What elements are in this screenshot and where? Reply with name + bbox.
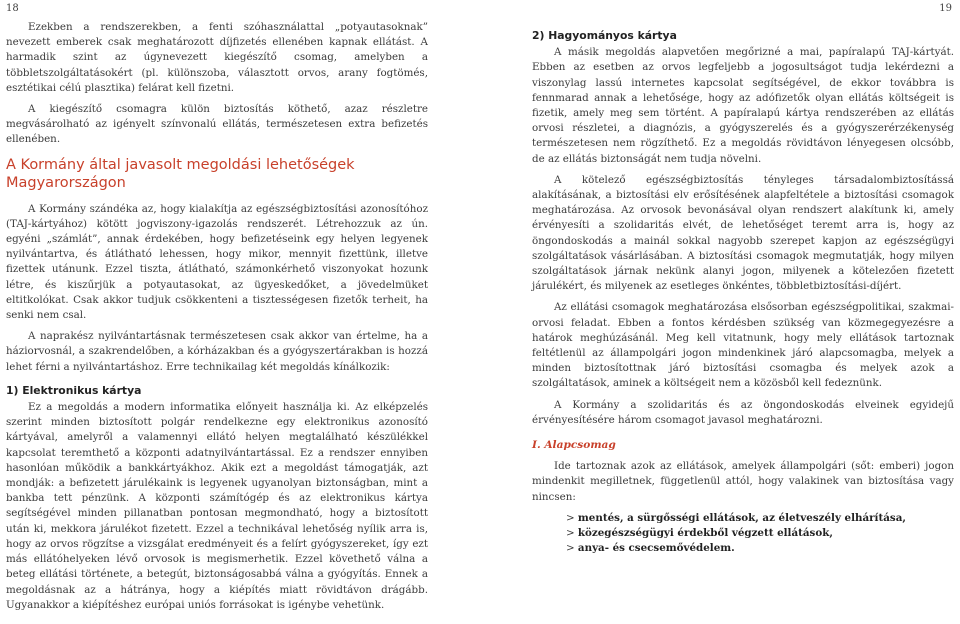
paragraph-three-packages: A Kormány a szolidaritás és az öngondoskodás elveinek egyidejű érvényesítésére három csomagot javasol meghatározni. [532, 398, 954, 426]
paragraph-traditional-card: A másik megoldás alapvetően megőrizné a mai, papíralapú TAJ-kártyát. Ebben az esetben az orvos legfeljebb a jogosultságot tudja lekérdezni a viszonylag lassú internetes kapcsolat segítségével, de ekkor továbbra is fennmarad annak a lehetősége, hogy az adófizetők olyan ellátás költségeit is fizetik, amely meg sem történt. A papíralapú kártya rendszerében az ellátás orvosi részletei, a diagnózis, a gyógyszerelés és a gyógyszerérzékenység természetesen nem rögzíthető. Ez a megoldás rövidtávon lényegesen olcsóbb, de az ellátás biztonságát nem tudja növelni. [532, 46, 954, 165]
page-number-right: 19 [939, 3, 952, 14]
paragraph-electronic-card: Ez a megoldás a modern informatika előnyeit használja ki. Az elképzelés szerint minden biztosított polgár rendelkezne egy elektronikus azonosító kártyával, amelyről a valamennyi ellátó helyen megtalálható készülékkel kapcsolat teremthető a központi adatnyilvántartással. Ez a rendszer ennyiben hasonlóan működik a bankkártyákhoz. Akik ezt a megoldást támogatják, azt mondják: a befizetett járulékaink is legyenek ugyanolyan biztonságban, mint a bankba tett pénzünk. A központi számítógép és az elektronikus kártya segítségével minden pillanatban pontosan megmondható, hogy a biztosított után ki, mekkora járulékot fizetett. Ezzel a technikával lehetőség nyílik arra is, hogy az orvos rögzítse a vizsgálat eredményeit és a felírt gyógyszereket, így ezt más ellátóhelyeken lévő orvosok is megismerhetik. Ezzel követhető válna a beteg ellátási története, a betegút, biztonságosabbá válna a gyógyítás. Ennek a megoldásnak az a hátránya, hogy a kiépítés miatt rövidtávon drágább. Ugyanakkor a kiépítéshez európai uniós forrásokat is igénybe vehetünk. [6, 401, 428, 611]
subheading-basic-package: I. Alapcsomag [532, 439, 616, 452]
basic-package-list [532, 511, 954, 557]
list-item: > közegészségügyi érdekből végzett ellátások, [566, 526, 954, 541]
subheading-traditional-card: 2) Hagyományos kártya [532, 29, 677, 42]
list-item: > anya- és csecsemővédelem. [566, 541, 954, 556]
section-title: A Kormány által javasolt megoldási lehetőségek Magyarországon [6, 156, 355, 191]
left-column [6, 20, 428, 619]
paragraph-registry: A naprakész nyilvántartásnak természetesen csak akkor van értelme, ha a háziorvosnál, a szakrendelőben, a kórházakban és a gyógyszertárakban is hozzá lehet férni a nyilvántartáshoz. Erre technikailag két megoldás kínálkozik: [6, 330, 428, 373]
right-column [532, 20, 954, 557]
paragraph-supplementary: A kiegészítő csomagra külön biztosítás köthető, azaz részletre megvásárolható az igényelt színvonalú ellátás, természetesen extra befizetés ellenében. [6, 103, 428, 146]
paragraph-intro: Ezekben a rendszerekben, a fenti szóhasználattal „potyautasoknak” nevezett emberek csak meghatározott díjfizetés ellenében kapnak ellátást. A harmadik szint az úgynevezett kiegészítő csomag, amelyben a többletszolgáltatásokért (pl. különszoba, választott orvos, arany fogtömés, esztétikai célú plasztika) felárat kell fizetni. [6, 21, 428, 94]
page-number-left: 18 [6, 3, 19, 14]
paragraph-insurance-packages: A kötelező egészségbiztosítás tényleges társadalombiztosítássá alakításának, a biztosítási elv erősítésének alapfeltétele a biztosítási csomagok meghatározása. Az orvosok bevonásával olyan rendszert alakítunk ki, amely érvényesíti a szolidaritás elvét, de lehetőséget teremt arra is, hogy az öngondoskodás a mainál sokkal nagyobb szerepet kapjon az egészségügyi szolgáltatások vásárlásában. A biztosítási csomagok megmutatják, hogy milyen szolgáltatások járnak nekünk alanyi jogon, milyenek a kötelezően fizetett járulékért, és milyenek az esetleges önkéntes, többletbiztosítási-díjért. [532, 173, 954, 293]
subheading-electronic-card: 1) Elektronikus kártya [6, 383, 142, 397]
list-item: > mentés, a sürgősségi ellátások, az életveszély elhárítása, [566, 511, 954, 526]
paragraph-government-intent: A Kormány szándéka az, hogy kialakítja az egészségbiztosítási azonosítóhoz (TAJ-kártyához) kötött jogviszony-igazolás rendszerét. Létrehozzuk az ún. egyéni „számlát”, annak érdekében, hogy befizetéseink egy helyen legyenek nyilvántartva, és átlátható lehessen, hogy mikor, mennyit fizettünk, illetve fizettek utánunk. Ezzel tiszta, átlátható, számonkérhető viszonyokat hozunk létre, és kiszűrjük a potyautasokat, az ügyeskedőket, a jövedelmüket eltitkolókat. Csak akkor tudjuk csökkenteni a tisztességesen fizetők terheit, ha senki nem csal. [6, 202, 428, 322]
paragraph-care-packages: Az ellátási csomagok meghatározása elsősorban egészségpolitikai, szakmai-orvosi feladat. Ebben a fontos kérdésben szükség van közmegegyezésre a határok meghúzásánál. Meg kell vitatnunk, hogy mely ellátások tartoznak feltétlenül az állampolgári jogon mindenkinek járó alapcsomagba, melyek a minden biztosítottnak járó biztosítási csomagba és melyek azok a szolgáltatások, aminek a költségeit nem a közösből kell fedeznünk. [532, 301, 954, 390]
paragraph-basic-package: Ide tartoznak azok az ellátások, amelyek állampolgári (sőt: emberi) jogon mindenkit megilletnek, függetlenül attól, hogy valakinek van biztosítása vagy nincsen: [532, 460, 954, 503]
